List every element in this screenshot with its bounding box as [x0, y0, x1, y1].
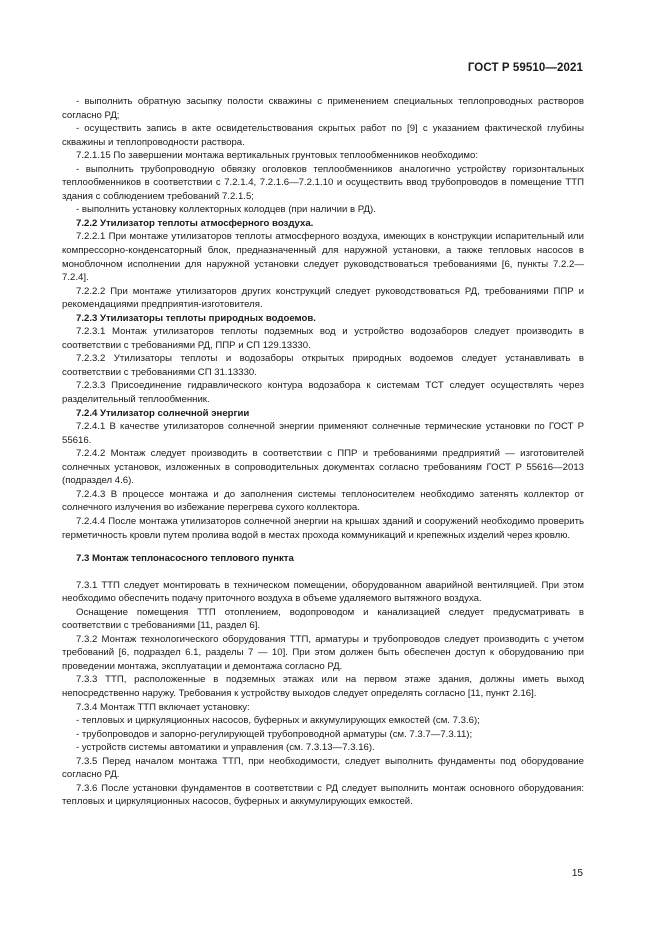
paragraph: 7.3.6 После установки фундаментов в соответствии с РД следует выполнить монтаж основного оборудования: тепловых и циркуляционных насосов, буферных и аккумулирующих емкостей.	[62, 782, 584, 808]
paragraph: - выполнить установку коллекторных колодцев (при наличии в РД).	[76, 204, 376, 216]
paragraph: - устройств системы автоматики и управления (см. 7.3.13—7.3.16).	[76, 742, 375, 754]
paragraph: - выполнить трубопроводную обвязку оголовков теплообменников аналогично устройству горизонтальных теплообменников в соответствии с 7.2.1.4, 7.2.1.6—7.2.1.10 и осуществить ввод трубопроводов в помещение ТТП здания с соблюдением требований 7.2.1.5;	[62, 163, 584, 202]
paragraph: 7.3.4 Монтаж ТТП включает установку:	[76, 701, 250, 713]
paragraph: 7.3.2 Монтаж технологического оборудования ТТП, арматуры и трубопроводов следует производить с учетом требований [6, подраздел 6.1, разделы 7 — 10]. При этом должен быть обеспечен доступ к оборудованию при проведении монтажа, эксплуатации и демонтажа согласно РД.	[62, 633, 584, 672]
section-heading-7-2-4: 7.2.4 Утилизатор солнечной энергии	[76, 407, 250, 419]
paragraph: 7.2.4.2 Монтаж следует производить в соответствии с ППР и требованиями предприятий — изготовителей солнечных установок, изложенных в сопроводительных документах согласно требованиям ГОСТ Р 55616—2013 (подраздел 4.6).	[62, 448, 584, 487]
paragraph: 7.2.3.3 Присоединение гидравлического контура водозабора к системам ТСТ следует осуществлять через разделительный теплообменник.	[62, 380, 584, 406]
paragraph: - тепловых и циркуляционных насосов, буферных и аккумулирующих емкостей (см. 7.3.6);	[76, 715, 480, 727]
section-heading-7-3: 7.3 Монтаж теплонасосного теплового пункта	[76, 553, 294, 565]
document-body	[62, 95, 584, 809]
paragraph: 7.2.2.1 При монтаже утилизаторов теплоты атмосферного воздуха, имеющих в конструкции испарительный или компрессорно-конденсаторный блок, предназначенный для наружной установки, а также тепловых насосов в моноблочном исполнении для наружной установки следует руководствоваться требованиями [6, пункты 7.2.2—7.2.4].	[62, 231, 584, 284]
paragraph: 7.2.4.3 В процессе монтажа и до заполнения системы теплоносителем необходимо затенять коллектор от солнечного излучения во избежание перегрева сухого коллектора.	[62, 488, 584, 514]
paragraph: - выполнить обратную засыпку полости скважины с применением специальных теплопроводных растворов согласно РД;	[62, 96, 584, 121]
paragraph: 7.2.2.2 При монтаже утилизаторов других конструкций следует руководствоваться РД, требованиями ППР и рекомендациями предприятия-изготовителя.	[62, 285, 584, 311]
paragraph: - трубопроводов и запорно-регулирующей трубопроводной арматуры (см. 7.3.7—7.3.11);	[76, 728, 473, 740]
paragraph: - осуществить запись в акте освидетельствования скрытых работ по [9] с указанием фактической глубины скважины и теплопроводности раствора.	[62, 123, 584, 148]
section-heading-7-2-3: 7.2.3 Утилизаторы теплоты природных водоемов.	[76, 312, 316, 324]
page-number: 15	[571, 868, 583, 879]
paragraph: 7.2.1.15 По завершении монтажа вертикальных грунтовых теплообменников необходимо:	[76, 150, 478, 162]
paragraph: 7.3.1 ТТП следует монтировать в техническом помещении, оборудованном аварийной вентиляцией. При этом необходимо обеспечить подачу приточного воздуха в объеме удаляемого вытяжного воздуха.	[62, 579, 584, 605]
paragraph: Оснащение помещения ТТП отоплением, водопроводом и канализацией следует предусматривать в соответствии с требованиями [11, раздел 6].	[62, 606, 584, 632]
paragraph: 7.2.3.1 Монтаж утилизаторов теплоты подземных вод и устройство водозаборов следует производить в соответствии с требованиями РД, ППР и СП 129.13330.	[62, 326, 584, 351]
paragraph: 7.3.5 Перед началом монтажа ТТП, при необходимости, следует выполнить фундаменты под оборудование согласно РД.	[62, 755, 584, 781]
paragraph: 7.2.3.2 Утилизаторы теплоты и водозаборы открытых природных водоемов следует устанавливать в соответствии с требованиями СП 31.13330.	[62, 353, 584, 378]
paragraph: 7.2.4.1 В качестве утилизаторов солнечной энергии применяют солнечные термические установки по ГОСТ Р 55616.	[62, 421, 584, 446]
section-heading-7-2-2: 7.2.2 Утилизатор теплоты атмосферного воздуха.	[76, 217, 314, 229]
paragraph: 7.2.4.4 После монтажа утилизаторов солнечной энергии на крышах зданий и сооружений необходимо проверить герметичность кровли путем пролива водой в местах прохода коммуникаций и крепежных изделий через кровлю.	[62, 515, 584, 541]
document-header: ГОСТ Р 59510—2021	[467, 62, 583, 74]
paragraph: 7.3.3 ТТП, расположенные в подземных этажах или на первом этаже здания, должны иметь выход непосредственно наружу. Требования к устройству выходов следует определять согласно [11, пункт 2.16].	[62, 674, 584, 699]
